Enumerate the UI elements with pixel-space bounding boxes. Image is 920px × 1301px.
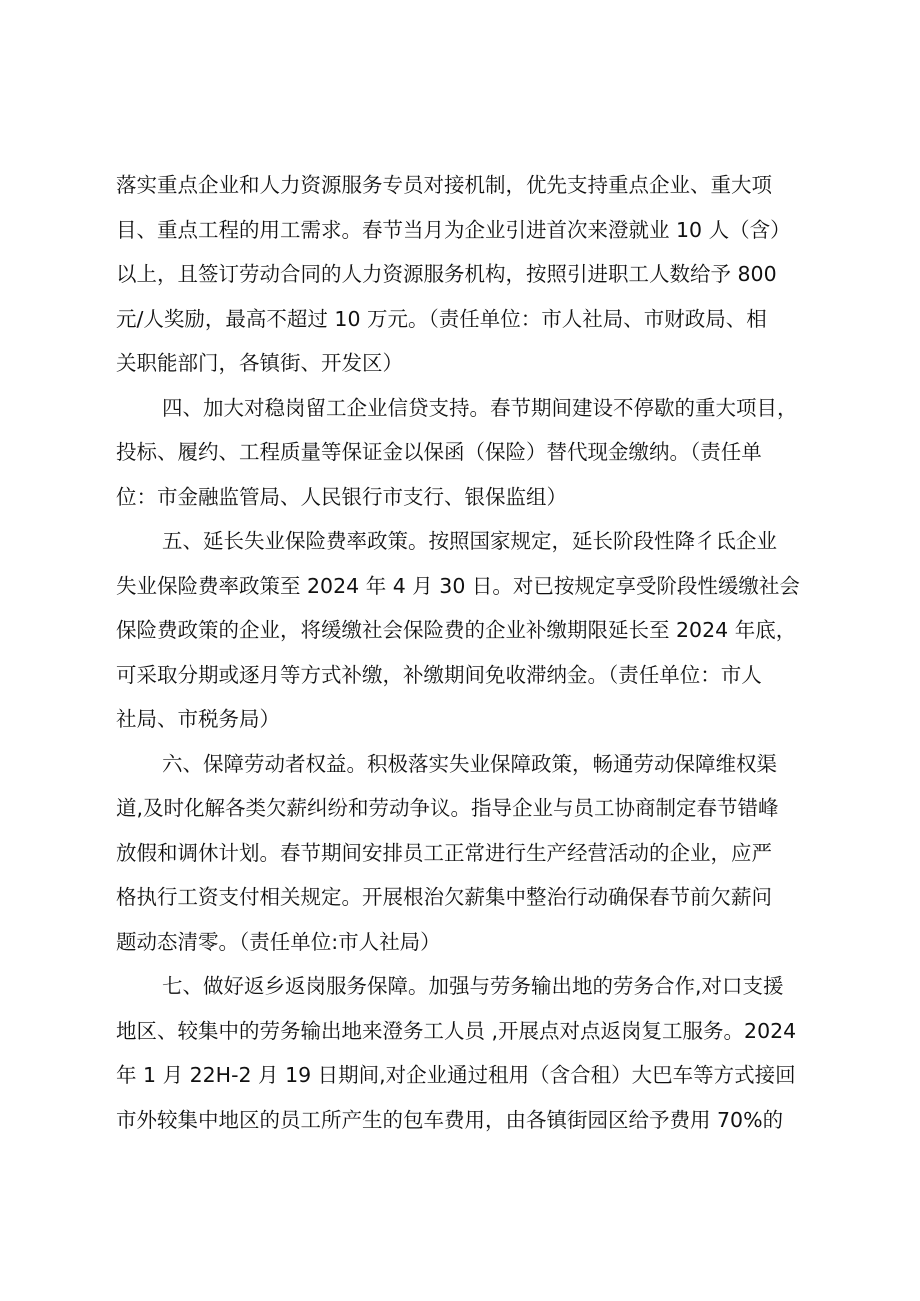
text-line: 道,及时化解各类欠薪纠纷和劳动争议。指导企业与员工协商制定春节错峰 <box>116 796 779 820</box>
text-line: 位：市金融监管局、人民银行市支行、银保监组） <box>116 485 567 509</box>
paragraph-4-heading-line: 四、加大对稳岗留工企业信贷支持。春节期间建设不停歇的重大项目， <box>162 396 798 420</box>
text-line: 放假和调休计划。春节期间安排员工正常进行生产经营活动的企业，应严 <box>116 841 772 865</box>
text-line: 落实重点企业和人力资源服务专员对接机制，优先支持重点企业、重大项 <box>116 173 772 197</box>
text-line: 格执行工资支付相关规定。开展根治欠薪集中整治行动确保春节前欠薪问 <box>116 885 772 909</box>
text-line: 社局、市税务局） <box>116 707 280 731</box>
text-line: 关职能部门，各镇街、开发区） <box>116 351 403 375</box>
paragraph-6-heading-line: 六、保障劳动者权益。积极落实失业保障政策，畅通劳动保障维权渠 <box>162 752 777 776</box>
text-line: 以上，且签订劳动合同的人力资源服务机构，按照引进职工人数给予 800 <box>116 262 777 286</box>
paragraph-5-heading-line: 五、延长失业保险费率政策。按照国家规定，延长阶段性降彳氐企业 <box>162 529 777 553</box>
paragraph-7-heading-line: 七、做好返乡返岗服务保障。加强与劳务输出地的劳务合作,对口支援 <box>162 974 784 998</box>
text-line: 题动态清零。（责任单位:市人社局） <box>116 930 441 954</box>
text-line: 地区、较集中的劳务输出地来澄务工人员 ,开展点对点返岗复工服务。2024 <box>116 1019 797 1043</box>
text-line: 投标、履约、工程质量等保证金以保函（保险）替代现金缴纳。（责任单 <box>116 440 762 464</box>
text-line: 目、重点工程的用工需求。春节当月为企业引进首次来澄就业 10 人（含） <box>116 218 791 242</box>
text-line: 可采取分期或逐月等方式补缴，补缴期间免收滞纳金。（责任单位：市人 <box>116 663 762 687</box>
text-line: 失业保险费率政策至 2024 年 4 月 30 日。对已按规定享受阶段性缓缴社会 <box>116 574 800 598</box>
text-line: 市外较集中地区的员工所产生的包车费用，由各镇街园区给予费用 70%的 <box>116 1108 784 1132</box>
text-line: 保险费政策的企业，将缓缴社会保险费的企业补缴期限延长至 2024 年底， <box>116 618 797 642</box>
text-line: 年 1 月 22H-2 月 19 日期间,对企业通过租用（含合租）大巴车等方式接回 <box>116 1063 796 1087</box>
text-line: 元/人奖励，最高不超过 10 万元。（责任单位：市人社局、市财政局、相 <box>116 307 767 331</box>
